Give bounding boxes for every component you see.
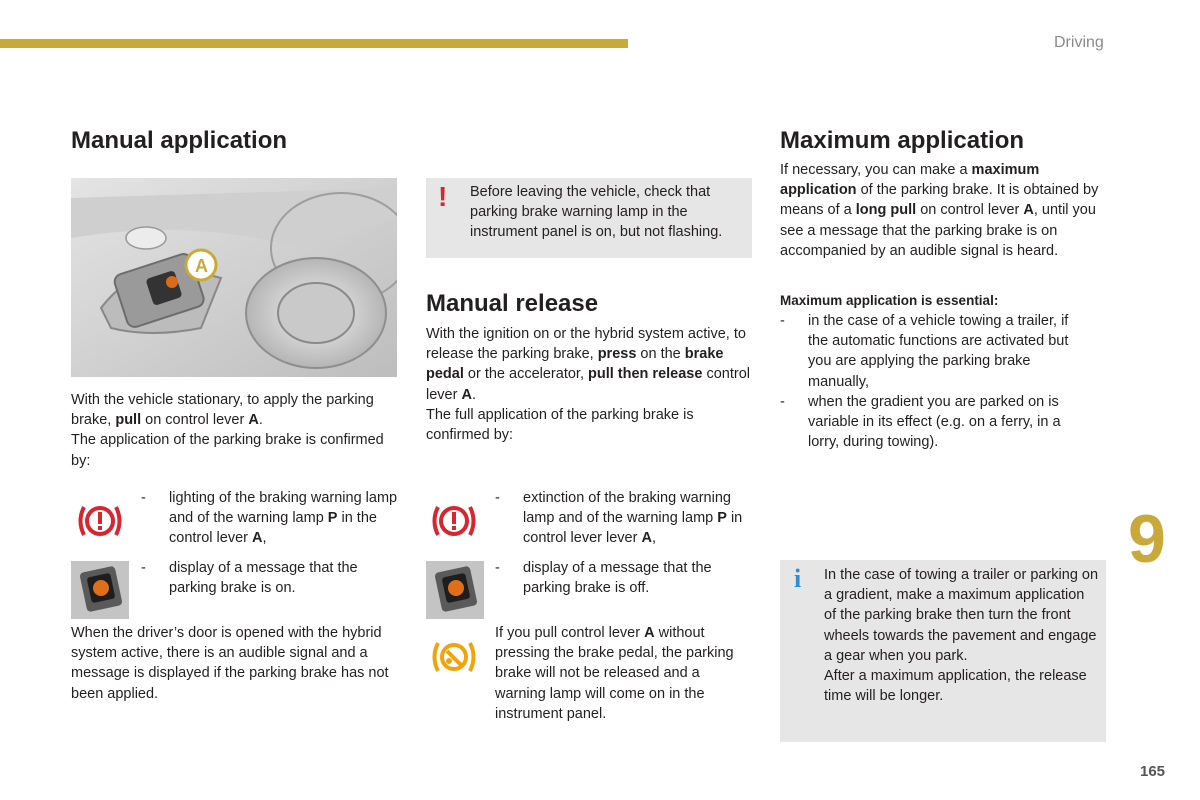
maximum-application-body: If necessary, you can make a maximum application of the parking brake. It is obtained by means of a long pull on control lever A, until you see a message that the parking brake is on accompanied by an audible signal is heard. bbox=[780, 162, 1099, 259]
section-title: Driving bbox=[1054, 34, 1104, 51]
page-number: 165 bbox=[1140, 763, 1166, 780]
control-lever-photo bbox=[71, 178, 397, 377]
console-illustration bbox=[71, 178, 397, 377]
manual-application-title: Manual application bbox=[71, 127, 288, 154]
essential-heading: Maximum application is essential: bbox=[780, 293, 999, 308]
info-icon: i bbox=[794, 564, 802, 593]
essential-list bbox=[780, 311, 1092, 452]
chapter-number: 9 bbox=[1128, 501, 1166, 577]
header-accent-bar bbox=[0, 39, 628, 48]
lever-label: A bbox=[195, 256, 208, 276]
parking-switch-icon bbox=[71, 561, 129, 619]
manual-release-body: With the ignition on or the hybrid system active, to release the parking brake, press on the brake pedal or the accelerator, pull then release control lever A. The full application of the parking brake is confirmed by: bbox=[426, 326, 750, 444]
manual-release-title: Manual release bbox=[426, 290, 599, 317]
brake-fault-icon bbox=[431, 637, 477, 677]
list-item: - in the case of a vehicle towing a trailer, if the automatic functions are activated but you are applying the parking brake manually, bbox=[780, 313, 1069, 390]
list-item: - when the gradient you are parked on is variable in its effect (e.g. on a ferry, in a lorry, during towing). bbox=[780, 393, 1061, 451]
warning-text: Before leaving the vehicle, check that parking brake warning lamp in the instrument panel is on, but not flashing. bbox=[470, 184, 723, 241]
brake-warning-icon bbox=[77, 499, 123, 543]
door-open-note: When the driver’s door is opened with the hybrid system active, there is an audible signal and a message is displayed if the parking brake has not been applied. bbox=[71, 625, 389, 702]
info-text: In the case of towing a trailer or parking on a gradient, make a maximum application of the parking brake then turn the front wheels towards the pavement and engage a gear when you park. After a maximum application, the release time will be longer. bbox=[824, 567, 1099, 705]
parking-switch-icon-release bbox=[426, 561, 484, 619]
exclamation-icon: ! bbox=[438, 181, 448, 212]
release-warning-note: If you pull control lever A without pressing the brake pedal, the parking brake will not be released and a warning lamp will come on in the instrument panel. bbox=[495, 625, 734, 722]
brake-warning-icon-release bbox=[431, 499, 477, 543]
maximum-application-title: Maximum application bbox=[780, 127, 1025, 154]
manual-application-intro: With the vehicle stationary, to apply the parking brake, pull on control lever A. The application of the parking brake is confirmed by: bbox=[71, 392, 384, 469]
